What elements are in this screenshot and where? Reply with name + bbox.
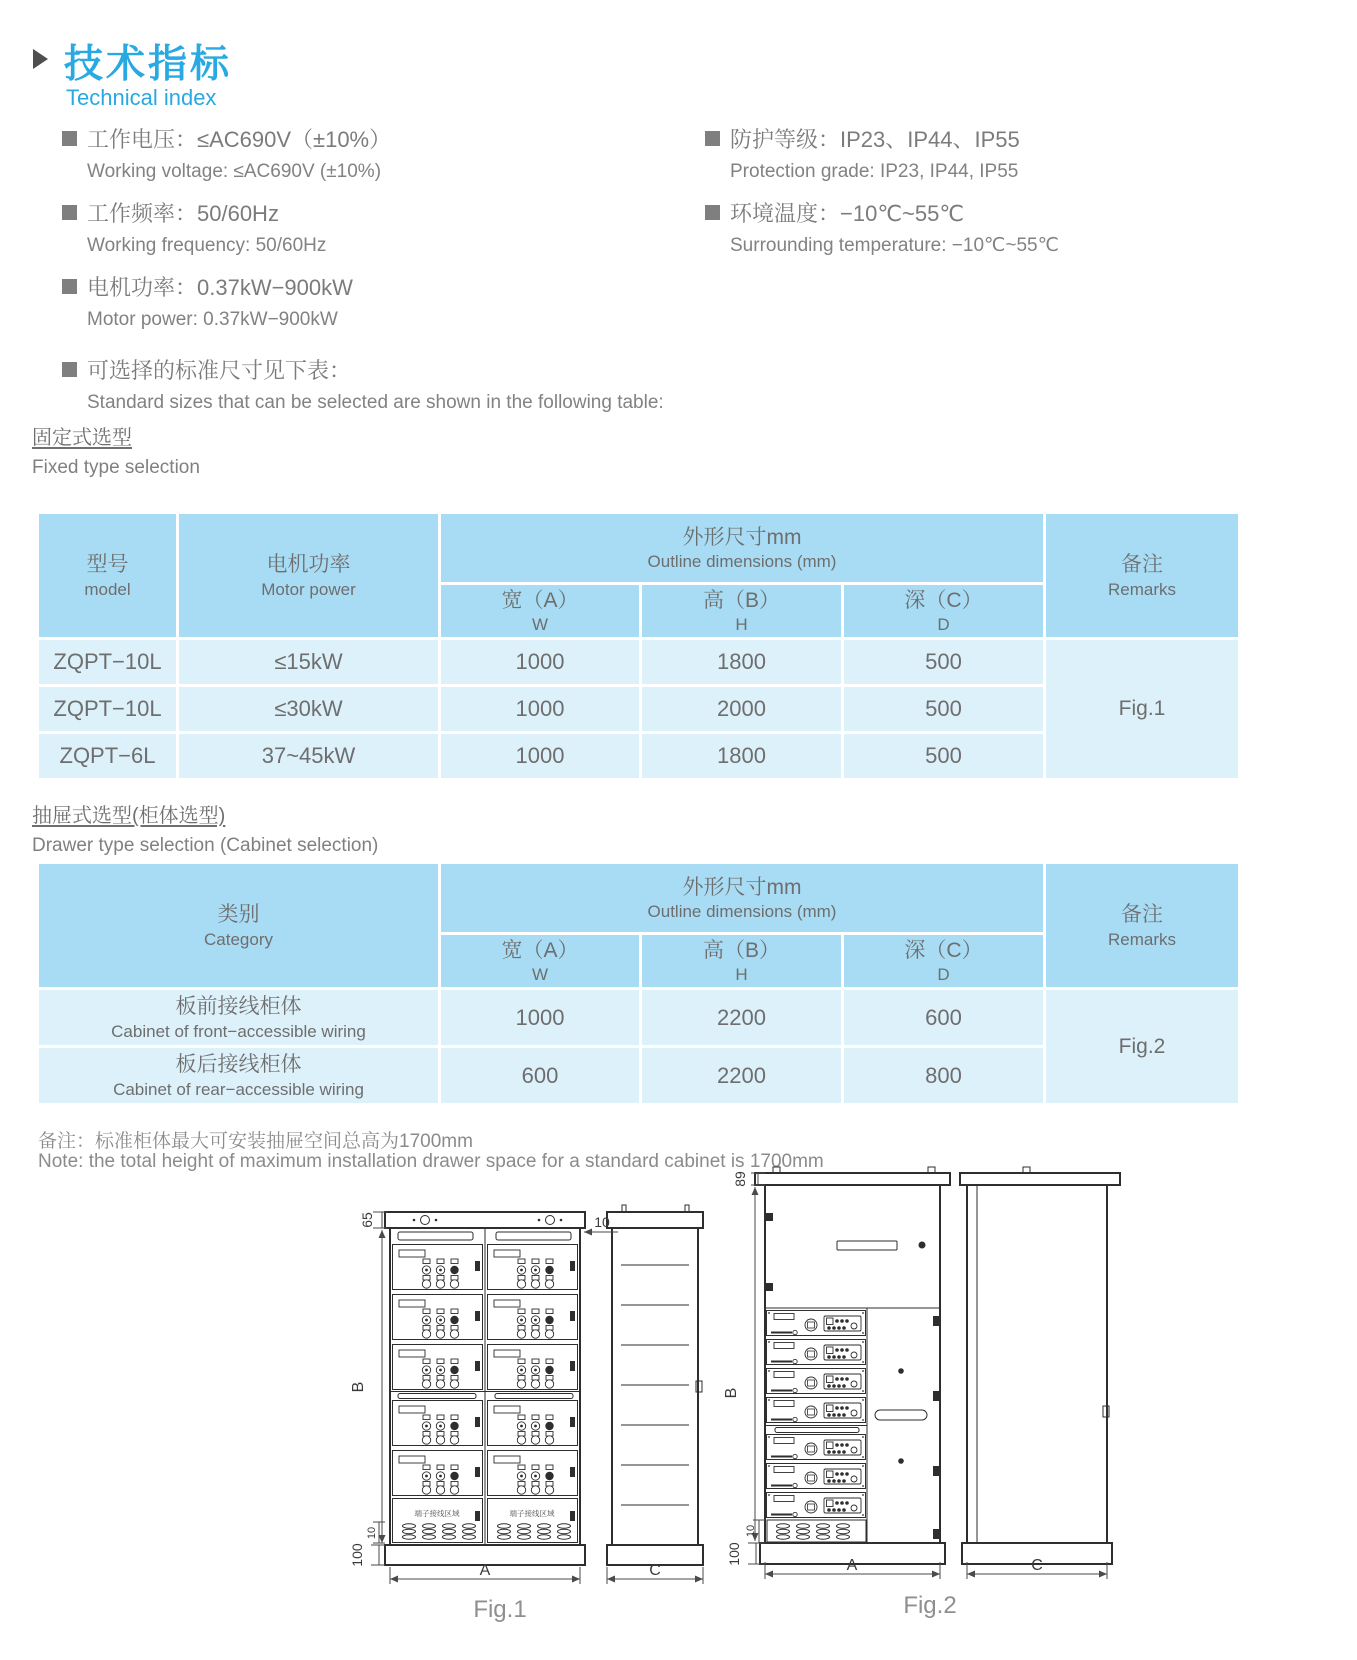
cell-model: ZQPT−10L xyxy=(38,686,178,733)
terminal-wiring-area xyxy=(393,1499,483,1543)
cabinet-side-view xyxy=(612,1228,698,1545)
fig1-dim-vent: 10 xyxy=(366,1526,378,1540)
section-title-zh: 固定式选型 xyxy=(32,427,132,449)
cell-category: 板后接线柜体 Cabinet of rear−accessible wiring xyxy=(38,1047,440,1105)
spec-item-motor-power xyxy=(62,271,682,331)
cell-power: 37~45kW xyxy=(178,733,440,780)
fig1-dim-width-a: A xyxy=(479,1562,491,1579)
cell-height: 2200 xyxy=(641,989,843,1047)
fixed-type-table xyxy=(36,511,1241,781)
bullet-square-icon xyxy=(62,362,77,377)
spec-column-right xyxy=(705,123,1325,271)
spec-item-protection-grade xyxy=(705,123,1325,183)
fig1-dim-cap-height: 65 xyxy=(359,1212,375,1228)
spec-zh: 环境温度：−10℃~55℃ xyxy=(730,200,965,226)
header-width: 宽（A） W xyxy=(440,934,641,989)
cell-depth: 500 xyxy=(843,733,1045,780)
drawer-unit xyxy=(767,1311,866,1336)
cell-height: 1800 xyxy=(641,733,843,780)
spec-item-standard-sizes xyxy=(62,354,962,428)
spec-zh: 电机功率：0.37kW−900kW xyxy=(87,274,353,300)
spec-en: Motor power: 0.37kW−900kW xyxy=(87,309,338,330)
fig2-dim-vent: 10 xyxy=(745,1524,757,1538)
cell-depth: 800 xyxy=(843,1047,1045,1105)
fig2-dim-height-b: B xyxy=(723,1387,740,1399)
page-subtitle: Technical index xyxy=(66,85,217,110)
cell-depth: 500 xyxy=(843,686,1045,733)
cell-width: 1000 xyxy=(440,733,641,780)
section-title-en: Drawer type selection (Cabinet selection) xyxy=(32,835,379,856)
spec-column-left xyxy=(62,123,682,345)
fig2-dim-width-a: A xyxy=(846,1557,858,1574)
cell-height: 2200 xyxy=(641,1047,843,1105)
cell-width: 600 xyxy=(440,1047,641,1105)
header-remarks: 备注 Remarks xyxy=(1045,863,1240,989)
section-arrow-icon xyxy=(33,49,48,69)
fig2-caption: Fig.2 xyxy=(903,1592,957,1619)
table-row xyxy=(38,989,1240,1047)
cell-width: 1000 xyxy=(440,639,641,686)
cell-width: 1000 xyxy=(440,686,641,733)
header-motor-power: 电机功率 Motor power xyxy=(178,513,440,639)
section-heading-fixed xyxy=(32,421,200,479)
spec-en: Protection grade: IP23, IP44, IP55 xyxy=(730,161,1019,182)
note-zh: 备注：标准柜体最大可安装抽屉空间总高为1700mm xyxy=(38,1131,473,1152)
spec-item-working-voltage xyxy=(62,123,682,183)
cell-model: ZQPT−10L xyxy=(38,639,178,686)
note-en: Note: the total height of maximum installation drawer space for a standard cabinet is 1700mm xyxy=(38,1151,824,1172)
spec-zh: 工作频率：50/60Hz xyxy=(87,200,279,226)
cell-height: 2000 xyxy=(641,686,843,733)
spec-en: Standard sizes that can be selected are shown in the following table: xyxy=(87,392,664,413)
cell-model: ZQPT−6L xyxy=(38,733,178,780)
spec-en: Working voltage: ≤AC690V (±10%) xyxy=(87,161,382,182)
header-depth: 深（C） D xyxy=(843,934,1045,989)
cell-power: ≤15kW xyxy=(178,639,440,686)
section-title-en: Fixed type selection xyxy=(32,457,200,478)
header-height: 高（B） H xyxy=(641,584,843,639)
bullet-square-icon xyxy=(62,205,77,220)
cabinet-top-flange xyxy=(755,1173,950,1185)
header-remarks: 备注 Remarks xyxy=(1045,513,1240,639)
fig1-dim-depth-c: C xyxy=(649,1562,661,1579)
page-title: 技术指标 xyxy=(64,43,233,86)
section-title-zh: 抽屉式选型(柜体选型) xyxy=(32,805,226,827)
spec-item-surrounding-temperature xyxy=(705,197,1325,257)
drawer-unit xyxy=(393,1245,483,1290)
cell-height: 1800 xyxy=(641,639,843,686)
header-category: 类别 Category xyxy=(38,863,440,989)
header-depth: 深（C） D xyxy=(843,584,1045,639)
cell-width: 1000 xyxy=(440,989,641,1047)
fig1-technical-drawing xyxy=(335,1185,715,1640)
bullet-square-icon xyxy=(62,131,77,146)
table-row xyxy=(38,639,1240,686)
fig2-technical-drawing xyxy=(715,1158,1135,1628)
fig2-dim-cap-height: 89 xyxy=(732,1171,748,1187)
spec-en: Working frequency: 50/60Hz xyxy=(87,235,327,256)
fig1-dim-height-b: B xyxy=(350,1381,367,1393)
fig1-caption: Fig.1 xyxy=(473,1596,527,1623)
cell-remark: Fig.2 xyxy=(1045,989,1240,1105)
header-outline-dimensions: 外形尺寸mm Outline dimensions (mm) xyxy=(440,863,1045,934)
cell-remark: Fig.1 xyxy=(1045,639,1240,780)
fig1-dim-gap: 10 xyxy=(594,1214,610,1230)
spec-en: Surrounding temperature: −10℃~55℃ xyxy=(730,235,1059,256)
bullet-square-icon xyxy=(705,131,720,146)
cell-depth: 600 xyxy=(843,989,1045,1047)
spec-zh: 防护等级：IP23、IP44、IP55 xyxy=(730,126,1020,152)
fig2-dim-base: 100 xyxy=(726,1542,742,1566)
spec-zh: 工作电压：≤AC690V（±10%） xyxy=(87,126,392,152)
cabinet-side-view xyxy=(967,1185,1107,1543)
bullet-square-icon xyxy=(62,279,77,294)
bullet-square-icon xyxy=(705,205,720,220)
fig1-dim-base: 100 xyxy=(349,1543,365,1567)
fig2-dim-depth-c: C xyxy=(1031,1557,1043,1574)
header-model: 型号 model xyxy=(38,513,178,639)
section-heading-drawer xyxy=(32,799,378,857)
spec-item-working-frequency xyxy=(62,197,682,257)
cell-category: 板前接线柜体 Cabinet of front−accessible wiring xyxy=(38,989,440,1047)
drawer-type-table xyxy=(36,861,1241,1106)
cell-power: ≤30kW xyxy=(178,686,440,733)
header-outline-dimensions: 外形尺寸mm Outline dimensions (mm) xyxy=(440,513,1045,584)
header-height: 高（B） H xyxy=(641,934,843,989)
cell-depth: 500 xyxy=(843,639,1045,686)
header-width: 宽（A） W xyxy=(440,584,641,639)
spec-zh: 可选择的标准尺寸见下表： xyxy=(87,357,352,383)
